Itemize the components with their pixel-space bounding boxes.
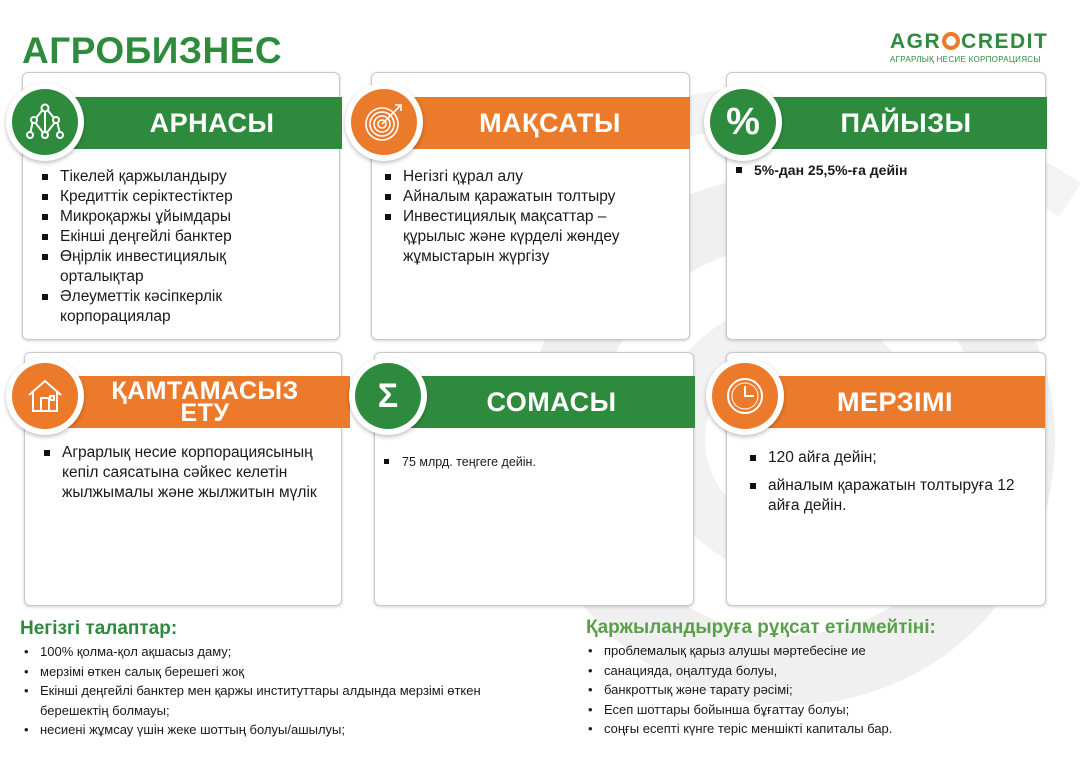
logo-wordmark: AGR CREDIT: [890, 30, 1049, 53]
list-item: • несиені жұмсау үшін жеке шоттың болуы/ашылуы;: [22, 720, 492, 740]
card-channels-list: [38, 167, 328, 327]
card-rate-title: ПАЙЫЗЫ: [840, 107, 972, 138]
list-item: 75 млрд. теңгеге дейін.: [380, 452, 680, 472]
list-item: • 100% қолма-қол ақшасыз даму;: [22, 642, 492, 662]
list-item: • Екінші деңгейлі банктер мен қаржы институттары алдында мерзімі өткен берешектің болмауы;: [22, 681, 492, 720]
card-rate-list: [732, 160, 1022, 180]
list-item: Тікелей қаржыландыру: [38, 167, 328, 187]
page-title: АГРОБИЗНЕС: [22, 30, 283, 71]
card-term-title: МЕРЗІМІ: [836, 386, 954, 417]
list-item: айналым қаражатын толтыруға 12 айға дейін.: [746, 476, 1028, 516]
card-purpose-banner: [410, 97, 690, 149]
percent-icon: %: [726, 100, 760, 143]
list-item: Аграрлық несие корпорациясының кепіл саясатына сәйкес келетін жылжымалы және жылжитын мүлік: [40, 443, 340, 503]
list-item: 5%-дан 25,5%-ға дейін: [732, 160, 1022, 180]
target-icon: [362, 100, 406, 144]
list-item: 120 айға дейін;: [746, 448, 1028, 468]
list-item: Әлеуметтік кәсіпкерлік корпорациялар: [38, 287, 268, 327]
card-collateral-list: [40, 443, 340, 503]
card-amount-title: СОМАСЫ: [486, 386, 617, 417]
card-term-banner: [745, 376, 1045, 428]
restrictions-title: Қаржыландыруға рұқсат етілмейтіні:: [586, 617, 936, 638]
card-channels-banner: [60, 97, 342, 149]
house-icon: [25, 376, 65, 416]
restrictions-list: [586, 641, 1056, 739]
list-item: Айналым қаражатын толтыру: [381, 187, 661, 207]
card-purpose-list: [381, 167, 661, 267]
card-term-list: [746, 448, 1028, 516]
list-item: • Есеп шоттары бойынша бұғаттау болуы;: [586, 700, 1056, 720]
card-collateral-badge: [6, 357, 84, 435]
agrocredit-logo: [890, 30, 1060, 64]
list-item: Негізгі құрал алу: [381, 167, 661, 187]
clock-icon: [723, 374, 767, 418]
logo-subtitle: АГРАРЛЫҚ НЕСИЕ КОРПОРАЦИЯСЫ: [890, 55, 1041, 64]
card-collateral-title-line2: ЕТУ: [180, 399, 230, 427]
card-collateral-banner: [60, 376, 350, 428]
requirements-list: [22, 642, 492, 740]
card-channels-title: АРНАСЫ: [149, 107, 275, 138]
card-channels-badge: [6, 83, 84, 161]
list-item: Микроқаржы ұйымдары: [38, 207, 328, 227]
card-amount-badge: [349, 357, 427, 435]
network-icon: [25, 102, 65, 142]
card-collateral-title-line1: ҚАМТАМАСЫЗ: [111, 377, 299, 405]
list-item: Кредиттік серіктестіктер: [38, 187, 328, 207]
card-term-badge: [706, 357, 784, 435]
card-amount-banner: [408, 376, 695, 428]
list-item: • санацияда, оңалтуда болуы,: [586, 661, 1056, 681]
list-item: • соңғы есепті күнге теріс меншікті капиталы бар.: [586, 719, 1056, 739]
card-rate-badge: [704, 83, 782, 161]
card-rate-banner: [765, 97, 1047, 149]
card-purpose-title: МАҚСАТЫ: [479, 107, 621, 138]
list-item: • проблемалық қарыз алушы мәртебесіне ие: [586, 641, 1056, 661]
list-item: Екінші деңгейлі банктер: [38, 227, 328, 247]
sigma-icon: Σ: [377, 376, 399, 415]
card-amount-list: [380, 452, 680, 472]
logo-o-ring-icon: [942, 32, 960, 50]
card-purpose-badge: [345, 83, 423, 161]
list-item: • мерзімі өткен салық берешегі жоқ: [22, 662, 492, 682]
requirements-title: Негізгі талаптар:: [20, 618, 178, 639]
list-item: Өңірлік инвестициялық орталықтар: [38, 247, 268, 287]
list-item: Инвестициялық мақсаттар – құрылыс және күрделі жөндеу жұмыстарын жүргізу: [381, 207, 641, 267]
list-item: • банкроттық және тарату рәсімі;: [586, 680, 1056, 700]
